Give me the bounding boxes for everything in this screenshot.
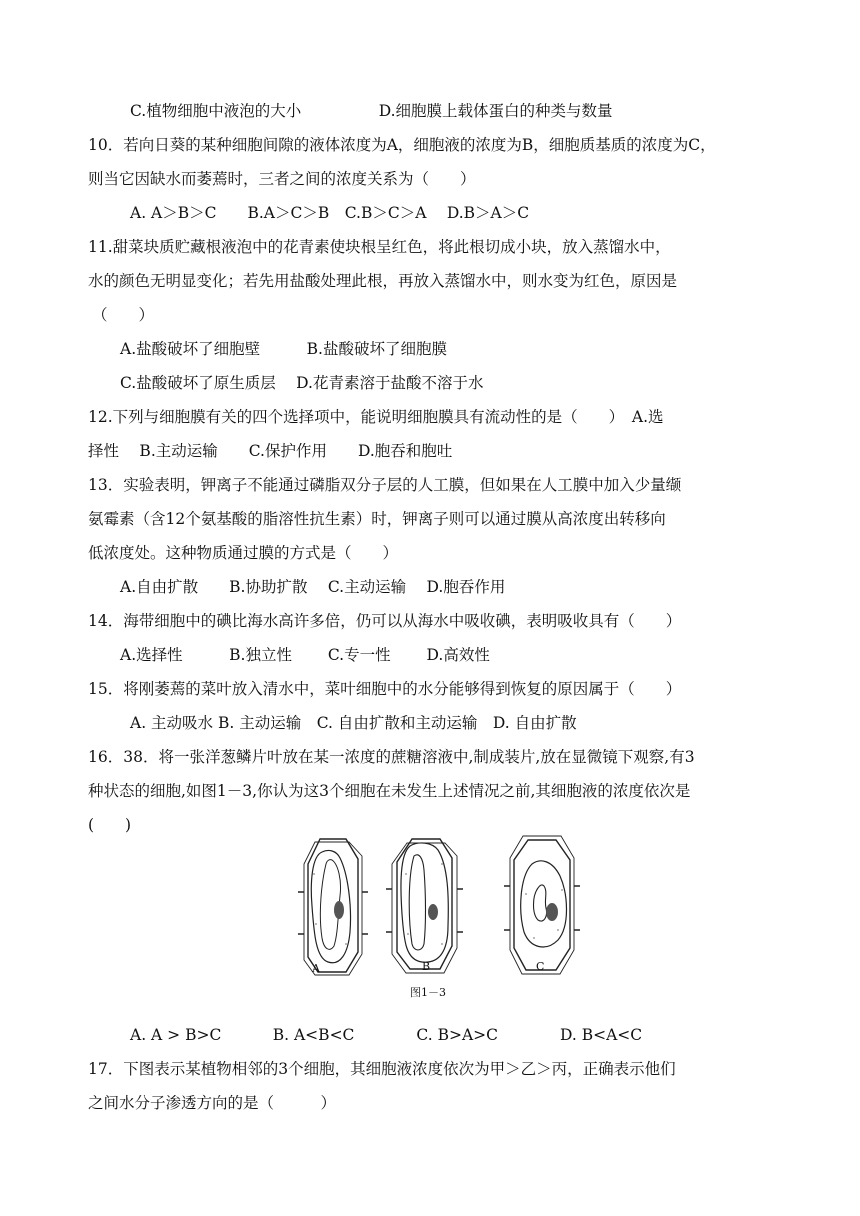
line-q14-1: 14．海带细胞中的碘比海水高许多倍，仍可以从海水中吸收碘，表明吸收具有（ ）	[88, 612, 682, 630]
figure-label-c: C	[536, 960, 545, 973]
cell-c	[504, 836, 580, 974]
cell-diagram	[282, 834, 582, 1002]
line-q15-options: A. 主动吸水 B. 主动运输 C. 自由扩散和主动运输 D. 自由扩散	[130, 714, 577, 732]
line-q16-3: ( )	[88, 816, 132, 834]
line-q17-2: 之间水分子渗透方向的是（ ）	[88, 1094, 337, 1112]
line-q17-1: 17．下图表示某植物相邻的3个细胞，其细胞液浓度依次为甲＞乙＞丙，正确表示他们	[88, 1060, 676, 1078]
figure-caption: 图1－3	[410, 986, 446, 999]
line-q11-options-cd: C.盐酸破坏了原生质层 D.花青素溶于盐酸不溶于水	[120, 374, 484, 392]
figure-label-b: B	[422, 960, 431, 973]
line-q16-2: 种状态的细胞,如图1－3,你认为这3个细胞在未发生上述情况之前,其细胞液的浓度依次是	[88, 782, 691, 800]
figure-1-3	[282, 834, 582, 1002]
line-q13-options: A.自由扩散 B.协助扩散 C.主动运输 D.胞吞作用	[120, 578, 506, 596]
line-q11-1: 11.甜菜块质贮藏根液泡中的花青素使块根呈红色，将此根切成小块，放入蒸馏水中，	[88, 238, 671, 256]
figure-label-a: A	[312, 962, 320, 975]
line-q13-3: 低浓度处。这种物质通过膜的方式是（ ）	[88, 544, 399, 562]
line-q13-1: 13．实验表明，钾离子不能通过磷脂双分子层的人工膜，但如果在人工膜中加入少量缬	[88, 476, 682, 494]
cell-b	[386, 839, 463, 973]
line-09c: C.植物细胞中液泡的大小 D.细胞膜上载体蛋白的种类与数量	[130, 102, 613, 120]
line-q12-1: 12.下列与细胞膜有关的四个选择项中，能说明细胞膜具有流动性的是（ ） A.选	[88, 408, 664, 426]
line-q10-options: A. A＞B＞C B.A＞C＞B C.B＞C＞A D.B＞A＞C	[130, 204, 530, 222]
line-q14-options: A.选择性 B.独立性 C.专一性 D.高效性	[120, 646, 490, 664]
line-q12-2: 择性 B.主动运输 C.保护作用 D.胞吞和胞吐	[88, 442, 453, 460]
line-q13-2: 氨霉素（含12个氨基酸的脂溶性抗生素）时，钾离子则可以通过膜从高浓度出转移向	[88, 510, 666, 528]
cell-a	[298, 839, 368, 975]
line-q16-options: A. A > B>C B. A<B<C C. B>A>C D. B<A<C	[130, 1026, 643, 1044]
line-q10-1: 10．若向日葵的某种细胞间隙的液体浓度为A，细胞液的浓度为B，细胞质基质的浓度为C，	[88, 136, 716, 154]
line-q15-1: 15．将刚萎蔫的菜叶放入清水中，菜叶细胞中的水分能够得到恢复的原因属于（ ）	[88, 680, 682, 698]
line-q16-1: 16．38．将一张洋葱鳞片叶放在某一浓度的蔗糖溶液中,制成装片,放在显微镜下观察,有3	[88, 748, 695, 766]
line-q11-options-ab: A.盐酸破坏了细胞壁 B.盐酸破坏了细胞膜	[120, 340, 447, 358]
line-q10-2: 则当它因缺水而萎蔫时，三者之间的浓度关系为（ ）	[88, 170, 476, 188]
line-q11-2: 水的颜色无明显变化；若先用盐酸处理此根，再放入蒸馏水中，则水变为红色，原因是	[88, 272, 678, 290]
line-q11-3: （ ）	[92, 306, 155, 324]
